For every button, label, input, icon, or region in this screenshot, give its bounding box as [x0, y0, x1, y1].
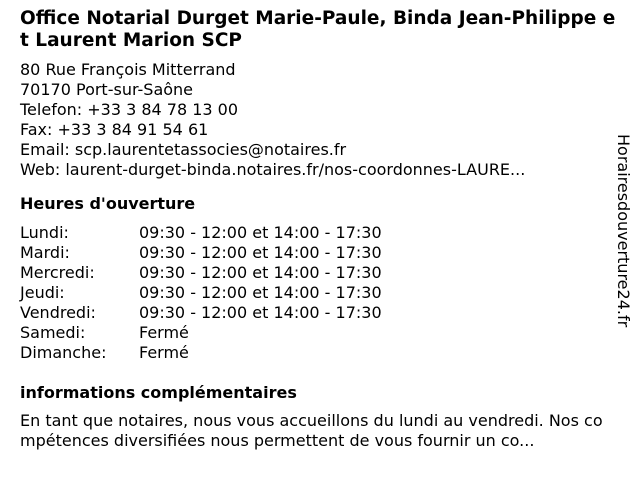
city-address: 70170 Port-sur-Saône: [20, 80, 194, 99]
day-label: Mercredi:: [20, 263, 95, 282]
hours-row-tuesday: [20, 243, 620, 263]
business-title: Office Notarial Durget Marie-Paule, Binda Jean-Philippe et Laurent Marion SCP: [20, 8, 616, 51]
hours-value: Fermé: [139, 343, 189, 362]
fax-number: Fax: +33 3 84 91 54 61: [20, 120, 209, 139]
phone-number: Telefon: +33 3 84 78 13 00: [20, 100, 239, 119]
hours-value: 09:30 - 12:00 et 14:00 - 17:30: [139, 243, 382, 262]
day-label: Vendredi:: [20, 303, 96, 322]
day-label: Jeudi:: [20, 283, 65, 302]
hours-value: 09:30 - 12:00 et 14:00 - 17:30: [139, 283, 382, 302]
day-label: Mardi:: [20, 243, 70, 262]
business-card: [20, 8, 620, 451]
hours-row-thursday: [20, 283, 620, 303]
hours-value: 09:30 - 12:00 et 14:00 - 17:30: [139, 303, 382, 322]
info-description: En tant que notaires, nous vous accueillons du lundi au vendredi. Nos compétences diversifiées nous permettent de vous fournir un co...: [20, 411, 603, 450]
hours-value: Fermé: [139, 323, 189, 342]
hours-row-sunday: [20, 343, 620, 363]
hours-row-monday: [20, 223, 620, 243]
day-label: Lundi:: [20, 223, 69, 242]
hours-row-wednesday: [20, 263, 620, 283]
email-address: Email: scp.laurentetassocies@notaires.fr: [20, 140, 347, 159]
opening-hours-table: [20, 223, 620, 363]
site-watermark: Horairesdouverture24.fr: [614, 134, 633, 328]
hours-row-saturday: [20, 323, 620, 343]
website-url: Web: laurent-durget-binda.notaires.fr/nos-coordonnes-LAURE...: [20, 160, 526, 179]
street-address: 80 Rue François Mitterrand: [20, 60, 236, 79]
info-heading: informations complémentaires: [20, 383, 297, 402]
hours-heading: Heures d'ouverture: [20, 194, 196, 213]
day-label: Samedi:: [20, 323, 86, 342]
hours-row-friday: [20, 303, 620, 323]
contact-block: [20, 60, 620, 180]
day-label: Dimanche:: [20, 343, 107, 362]
hours-value: 09:30 - 12:00 et 14:00 - 17:30: [139, 263, 382, 282]
hours-value: 09:30 - 12:00 et 14:00 - 17:30: [139, 223, 382, 242]
